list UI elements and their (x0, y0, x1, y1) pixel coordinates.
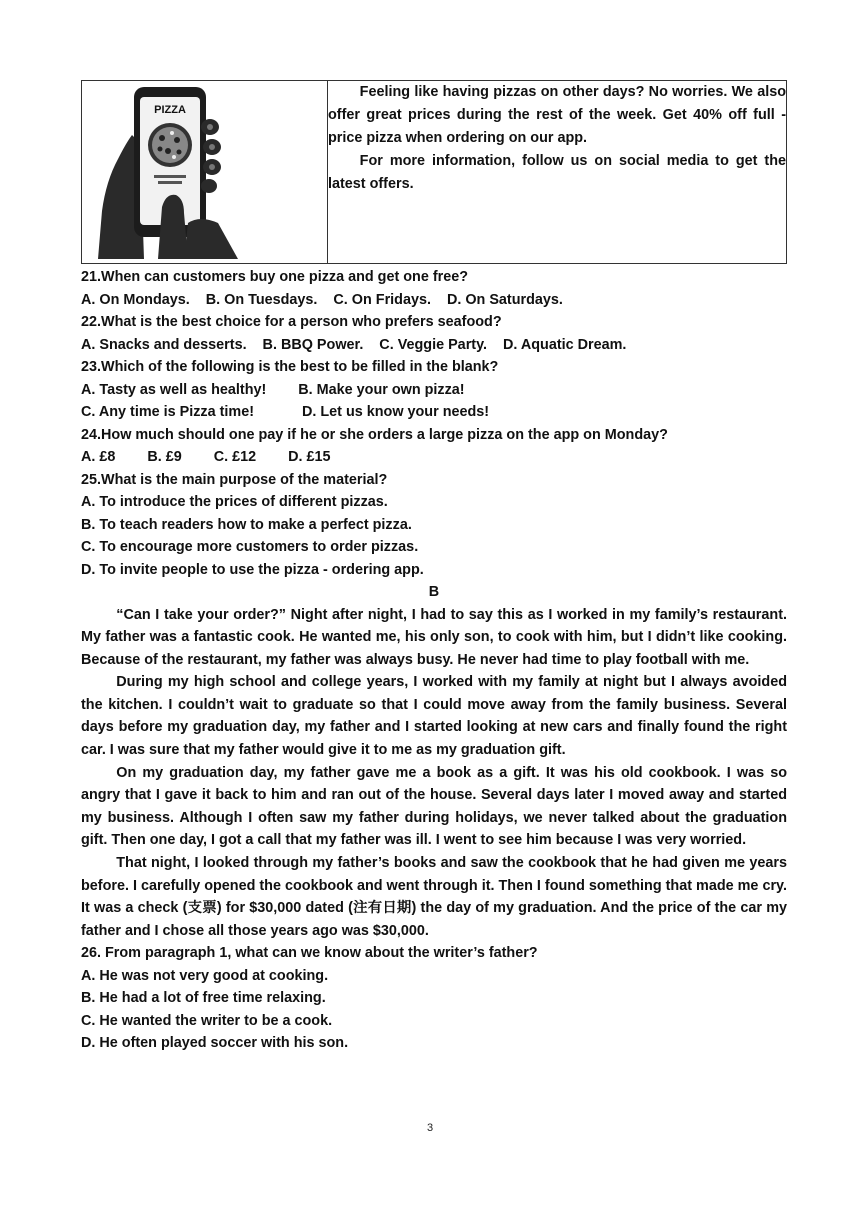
ad-image-cell (82, 81, 328, 264)
hand-holding-phone-with-pizza-icon (88, 83, 258, 259)
question-stem: 21.When can customers buy one pizza and get one free? (81, 269, 469, 285)
question-options: A. Snacks and desserts. B. BBQ Power. C. Veggie Party. D. Aquatic Dream. (81, 336, 627, 353)
questions-section-a (81, 266, 787, 581)
question-stem: 25.What is the main purpose of the material? (81, 471, 388, 488)
ad-paragraph: For more information, follow us on social media to get the latest offers. (328, 153, 786, 192)
phone-pizza-label: PIZZA (154, 104, 186, 116)
question-option: B. To teach readers how to make a perfect pizza. (81, 516, 412, 533)
question-stem: 22.What is the best choice for a person who prefers seafood? (81, 314, 502, 330)
story-passage (81, 604, 787, 943)
ad-paragraph: Feeling like having pizzas on other days? No worries. We also offer great prices during the rest of the week. Get 40% off full - price pizza when ordering on our app. (328, 84, 786, 146)
question-options: C. Any time is Pizza time! D. Let us know your needs! (81, 404, 490, 420)
story-paragraph: “Can I take your order?” Night after night, I had to say this as I worked in my family’s restaurant. My father was a fantastic cook. He wanted me, his only son, to cook with him, but I didn’t like cooking. Because of the restaurant, my father was always busy. He never had time to play football with me. (81, 606, 787, 668)
question-option: D. He often played soccer with his son. (81, 1035, 349, 1052)
question-option: A. To introduce the prices of different pizzas. (81, 494, 388, 510)
question-option: C. To encourage more customers to order pizzas. (81, 539, 419, 555)
question-option: B. He had a lot of free time relaxing. (81, 990, 326, 1007)
questions-section-b (81, 942, 787, 1055)
question-option: D. To invite people to use the pizza - ordering app. (81, 561, 424, 578)
story-paragraph: On my graduation day, my father gave me a book as a gift. It was his old cookbook. I was so angry that I gave it back to him and ran out of the house. Several days later I moved away and started my business. Although I often saw my father during holidays, we never talked about the graduation gift. Then one day, I got a call that my father was ill. I went to see him because I was very worried. (81, 764, 787, 849)
story-paragraph: That night, I looked through my father’s books and saw the cookbook that he had given me years before. I carefully opened the cookbook and went through it. Then I found something that made me cry. It was a check (支票) for $30,000 dated (注有日期) the day of my graduation. And the price of the car my father and I chose all those years ago was $30,000. (81, 855, 787, 939)
worksheet-page (81, 80, 787, 1055)
ad-text-cell (328, 81, 787, 264)
question-option: A. He was not very good at cooking. (81, 967, 329, 984)
question-options: A. £8 B. £9 C. £12 D. £15 (81, 449, 331, 465)
question-stem: 24.How much should one pay if he or she orders a large pizza on the app on Monday? (81, 426, 668, 443)
question-options: A. Tasty as well as healthy! B. Make your own pizza! (81, 381, 465, 398)
question-options: A. On Mondays. B. On Tuesdays. C. On Fridays. D. On Saturdays. (81, 291, 563, 308)
question-stem: 23.Which of the following is the best to be filled in the blank? (81, 359, 499, 375)
story-paragraph: During my high school and college years, I worked with my family at night but I always avoided the kitchen. I couldn’t wait to graduate so that I could move away from the family business. Several days before my graduation day, my father and I started looking at new cars and finally found the right car. I was sure that my father would give it to me as my graduation gift. (81, 674, 787, 759)
pizza-ad-table (81, 80, 787, 264)
question-option: C. He wanted the writer to be a cook. (81, 1012, 333, 1029)
question-stem: 26. From paragraph 1, what can we know about the writer’s father? (81, 945, 538, 962)
page-number: 3 (426, 1122, 434, 1134)
section-heading: B (428, 584, 440, 600)
